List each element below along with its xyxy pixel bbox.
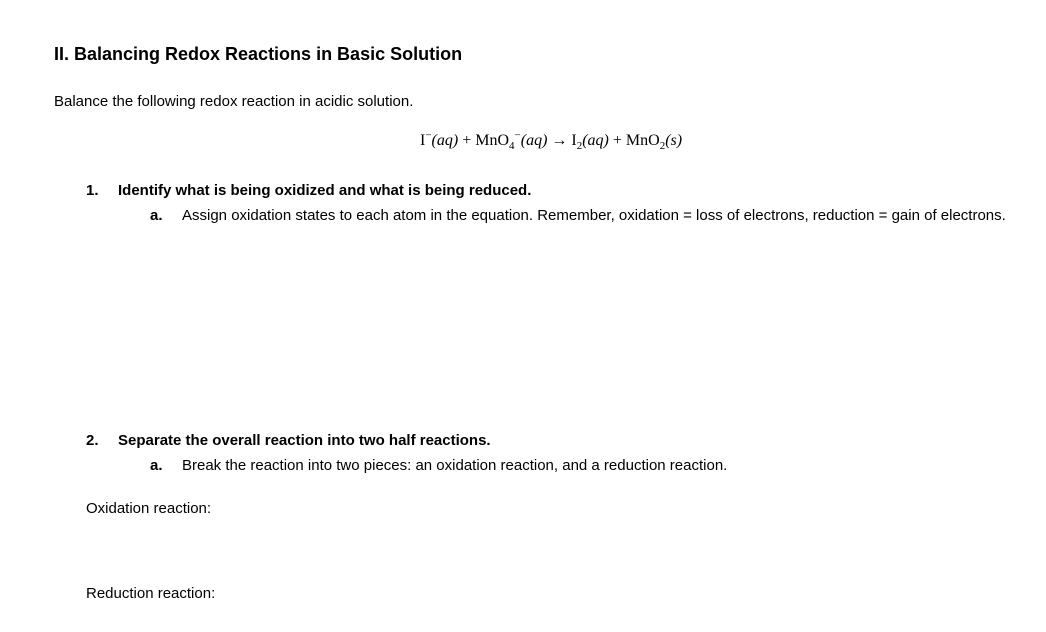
step-2a-text: Break the reaction into two pieces: an oxidation reaction, and a reduction reaction. [182,457,728,474]
reduction-reaction-label: Reduction reaction: [86,585,216,602]
reaction-arrow: → [547,132,572,149]
product-iodine: $I_2(aq)$ [571,132,609,153]
step-1-number: 1. [86,182,99,199]
step-2-title: Separate the overall reaction into two half reactions. [118,432,491,449]
plus-sign: + [608,132,626,149]
reactant-permanganate: MnO$_4$−(aq) [475,129,548,153]
product-manganese-dioxide: MnO$_2$(s) [625,132,683,153]
step-1a-letter: a. [150,207,163,224]
reactant-iodide: I−(aq) [420,129,459,149]
step-1a-text: Assign oxidation states to each atom in the equation. Remember, oxidation = loss of electrons, reduction = gain of electrons. [182,207,1006,224]
section-heading: II. Balancing Redox Reactions in Basic Solution [54,44,463,64]
redox-equation [420,129,683,153]
plus-sign: + [458,132,476,149]
instruction-text: Balance the following redox reaction in acidic solution. [54,93,414,110]
oxidation-reaction-label: Oxidation reaction: [86,500,212,517]
step-2-number: 2. [86,432,99,449]
step-2a-letter: a. [150,457,163,474]
step-1-title: Identify what is being oxidized and what is being reduced. [118,182,532,199]
